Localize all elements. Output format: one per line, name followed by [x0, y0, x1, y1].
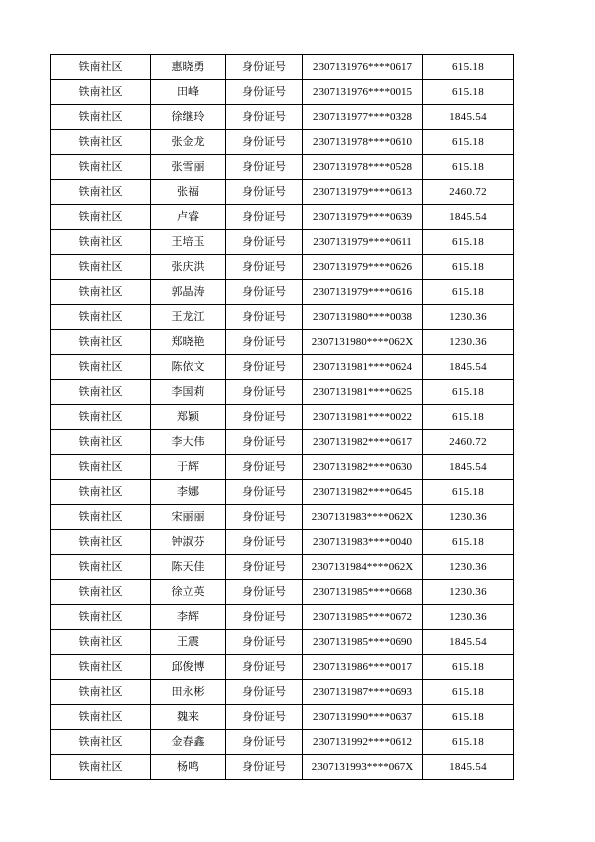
table-row	[51, 280, 514, 305]
id-number-cell: 2307131976****0015	[303, 80, 423, 105]
table-row	[51, 130, 514, 155]
community-cell: 铁南社区	[51, 605, 151, 630]
amount-cell: 615.18	[423, 155, 514, 180]
id-type-cell: 身份证号	[226, 430, 303, 455]
table-row	[51, 255, 514, 280]
table-row	[51, 655, 514, 680]
person-name-cell: 邱俊博	[151, 655, 226, 680]
table-row	[51, 55, 514, 80]
person-name-cell: 郑晓艳	[151, 330, 226, 355]
id-type-cell: 身份证号	[226, 580, 303, 605]
id-number-cell: 2307131985****0668	[303, 580, 423, 605]
id-type-cell: 身份证号	[226, 755, 303, 780]
person-name-cell: 郑颖	[151, 405, 226, 430]
amount-cell: 615.18	[423, 730, 514, 755]
id-type-cell: 身份证号	[226, 630, 303, 655]
id-type-cell: 身份证号	[226, 55, 303, 80]
table-row	[51, 755, 514, 780]
person-name-cell: 李国莉	[151, 380, 226, 405]
id-type-cell: 身份证号	[226, 280, 303, 305]
community-cell: 铁南社区	[51, 80, 151, 105]
id-number-cell: 2307131982****0645	[303, 480, 423, 505]
person-name-cell: 张庆洪	[151, 255, 226, 280]
community-cell: 铁南社区	[51, 330, 151, 355]
community-cell: 铁南社区	[51, 755, 151, 780]
amount-cell: 615.18	[423, 280, 514, 305]
person-name-cell: 金春鑫	[151, 730, 226, 755]
community-cell: 铁南社区	[51, 455, 151, 480]
id-type-cell: 身份证号	[226, 655, 303, 680]
amount-cell: 615.18	[423, 380, 514, 405]
table-row	[51, 180, 514, 205]
id-number-cell: 2307131979****0639	[303, 205, 423, 230]
id-number-cell: 2307131979****0611	[303, 230, 423, 255]
table-row	[51, 705, 514, 730]
person-name-cell: 李娜	[151, 480, 226, 505]
table-row	[51, 405, 514, 430]
table-row	[51, 380, 514, 405]
community-cell: 铁南社区	[51, 355, 151, 380]
community-cell: 铁南社区	[51, 105, 151, 130]
person-name-cell: 张金龙	[151, 130, 226, 155]
person-name-cell: 卢睿	[151, 205, 226, 230]
person-name-cell: 惠晓勇	[151, 55, 226, 80]
amount-cell: 1230.36	[423, 580, 514, 605]
amount-cell: 1845.54	[423, 455, 514, 480]
community-cell: 铁南社区	[51, 380, 151, 405]
id-number-cell: 2307131985****0690	[303, 630, 423, 655]
id-type-cell: 身份证号	[226, 730, 303, 755]
table-row	[51, 530, 514, 555]
id-number-cell: 2307131992****0612	[303, 730, 423, 755]
community-cell: 铁南社区	[51, 130, 151, 155]
id-number-cell: 2307131978****0610	[303, 130, 423, 155]
id-number-cell: 2307131983****062X	[303, 505, 423, 530]
table-row	[51, 330, 514, 355]
community-cell: 铁南社区	[51, 280, 151, 305]
id-type-cell: 身份证号	[226, 80, 303, 105]
id-number-cell: 2307131983****0040	[303, 530, 423, 555]
id-number-cell: 2307131982****0617	[303, 430, 423, 455]
amount-cell: 1845.54	[423, 755, 514, 780]
id-number-cell: 2307131977****0328	[303, 105, 423, 130]
person-name-cell: 李辉	[151, 605, 226, 630]
id-type-cell: 身份证号	[226, 555, 303, 580]
person-name-cell: 李大伟	[151, 430, 226, 455]
roster-table	[50, 54, 514, 780]
amount-cell: 615.18	[423, 705, 514, 730]
person-name-cell: 徐立英	[151, 580, 226, 605]
table-row	[51, 605, 514, 630]
table-row	[51, 455, 514, 480]
id-number-cell: 2307131986****0017	[303, 655, 423, 680]
community-cell: 铁南社区	[51, 680, 151, 705]
amount-cell: 2460.72	[423, 430, 514, 455]
table-row	[51, 105, 514, 130]
id-type-cell: 身份证号	[226, 705, 303, 730]
id-type-cell: 身份证号	[226, 605, 303, 630]
community-cell: 铁南社区	[51, 255, 151, 280]
person-name-cell: 钟淑芬	[151, 530, 226, 555]
person-name-cell: 田永彬	[151, 680, 226, 705]
amount-cell: 1230.36	[423, 605, 514, 630]
person-name-cell: 陈天佳	[151, 555, 226, 580]
id-number-cell: 2307131980****0038	[303, 305, 423, 330]
community-cell: 铁南社区	[51, 705, 151, 730]
amount-cell: 1845.54	[423, 105, 514, 130]
id-number-cell: 2307131978****0528	[303, 155, 423, 180]
amount-cell: 1230.36	[423, 555, 514, 580]
id-number-cell: 2307131979****0626	[303, 255, 423, 280]
roster-table-body	[51, 55, 514, 780]
amount-cell: 2460.72	[423, 180, 514, 205]
table-row	[51, 230, 514, 255]
table-row	[51, 630, 514, 655]
id-number-cell: 2307131987****0693	[303, 680, 423, 705]
id-number-cell: 2307131980****062X	[303, 330, 423, 355]
amount-cell: 615.18	[423, 230, 514, 255]
id-type-cell: 身份证号	[226, 230, 303, 255]
table-row	[51, 580, 514, 605]
amount-cell: 1230.36	[423, 330, 514, 355]
community-cell: 铁南社区	[51, 305, 151, 330]
amount-cell: 615.18	[423, 655, 514, 680]
amount-cell: 1230.36	[423, 505, 514, 530]
id-type-cell: 身份证号	[226, 505, 303, 530]
community-cell: 铁南社区	[51, 555, 151, 580]
id-type-cell: 身份证号	[226, 530, 303, 555]
amount-cell: 615.18	[423, 55, 514, 80]
amount-cell: 615.18	[423, 530, 514, 555]
table-row	[51, 430, 514, 455]
community-cell: 铁南社区	[51, 505, 151, 530]
amount-cell: 615.18	[423, 405, 514, 430]
community-cell: 铁南社区	[51, 405, 151, 430]
amount-cell: 615.18	[423, 80, 514, 105]
person-name-cell: 徐继玲	[151, 105, 226, 130]
id-type-cell: 身份证号	[226, 680, 303, 705]
id-type-cell: 身份证号	[226, 480, 303, 505]
person-name-cell: 杨鸣	[151, 755, 226, 780]
table-row	[51, 505, 514, 530]
community-cell: 铁南社区	[51, 55, 151, 80]
id-type-cell: 身份证号	[226, 130, 303, 155]
community-cell: 铁南社区	[51, 655, 151, 680]
community-cell: 铁南社区	[51, 155, 151, 180]
amount-cell: 1230.36	[423, 305, 514, 330]
community-cell: 铁南社区	[51, 630, 151, 655]
person-name-cell: 田峰	[151, 80, 226, 105]
amount-cell: 615.18	[423, 255, 514, 280]
table-row	[51, 480, 514, 505]
person-name-cell: 王龙江	[151, 305, 226, 330]
community-cell: 铁南社区	[51, 205, 151, 230]
id-type-cell: 身份证号	[226, 330, 303, 355]
id-number-cell: 2307131982****0630	[303, 455, 423, 480]
amount-cell: 1845.54	[423, 630, 514, 655]
person-name-cell: 王培玉	[151, 230, 226, 255]
id-number-cell: 2307131981****0625	[303, 380, 423, 405]
community-cell: 铁南社区	[51, 230, 151, 255]
person-name-cell: 王震	[151, 630, 226, 655]
table-row	[51, 305, 514, 330]
person-name-cell: 于辉	[151, 455, 226, 480]
table-row	[51, 155, 514, 180]
id-number-cell: 2307131985****0672	[303, 605, 423, 630]
id-type-cell: 身份证号	[226, 205, 303, 230]
community-cell: 铁南社区	[51, 580, 151, 605]
table-row	[51, 205, 514, 230]
amount-cell: 615.18	[423, 480, 514, 505]
person-name-cell: 张雪丽	[151, 155, 226, 180]
id-number-cell: 2307131993****067X	[303, 755, 423, 780]
community-cell: 铁南社区	[51, 530, 151, 555]
amount-cell: 1845.54	[423, 355, 514, 380]
id-number-cell: 2307131976****0617	[303, 55, 423, 80]
table-row	[51, 730, 514, 755]
person-name-cell: 陈依文	[151, 355, 226, 380]
id-type-cell: 身份证号	[226, 180, 303, 205]
id-type-cell: 身份证号	[226, 405, 303, 430]
id-number-cell: 2307131979****0616	[303, 280, 423, 305]
id-type-cell: 身份证号	[226, 380, 303, 405]
table-row	[51, 555, 514, 580]
table-row	[51, 80, 514, 105]
amount-cell: 1845.54	[423, 205, 514, 230]
community-cell: 铁南社区	[51, 180, 151, 205]
id-type-cell: 身份证号	[226, 305, 303, 330]
community-cell: 铁南社区	[51, 480, 151, 505]
person-name-cell: 宋丽丽	[151, 505, 226, 530]
id-type-cell: 身份证号	[226, 155, 303, 180]
community-cell: 铁南社区	[51, 430, 151, 455]
table-row	[51, 680, 514, 705]
id-type-cell: 身份证号	[226, 255, 303, 280]
id-type-cell: 身份证号	[226, 105, 303, 130]
amount-cell: 615.18	[423, 130, 514, 155]
id-type-cell: 身份证号	[226, 455, 303, 480]
amount-cell: 615.18	[423, 680, 514, 705]
table-row	[51, 355, 514, 380]
id-type-cell: 身份证号	[226, 355, 303, 380]
id-number-cell: 2307131981****0022	[303, 405, 423, 430]
person-name-cell: 魏来	[151, 705, 226, 730]
id-number-cell: 2307131990****0637	[303, 705, 423, 730]
id-number-cell: 2307131979****0613	[303, 180, 423, 205]
id-number-cell: 2307131981****0624	[303, 355, 423, 380]
id-number-cell: 2307131984****062X	[303, 555, 423, 580]
community-cell: 铁南社区	[51, 730, 151, 755]
person-name-cell: 郭晶涛	[151, 280, 226, 305]
person-name-cell: 张福	[151, 180, 226, 205]
